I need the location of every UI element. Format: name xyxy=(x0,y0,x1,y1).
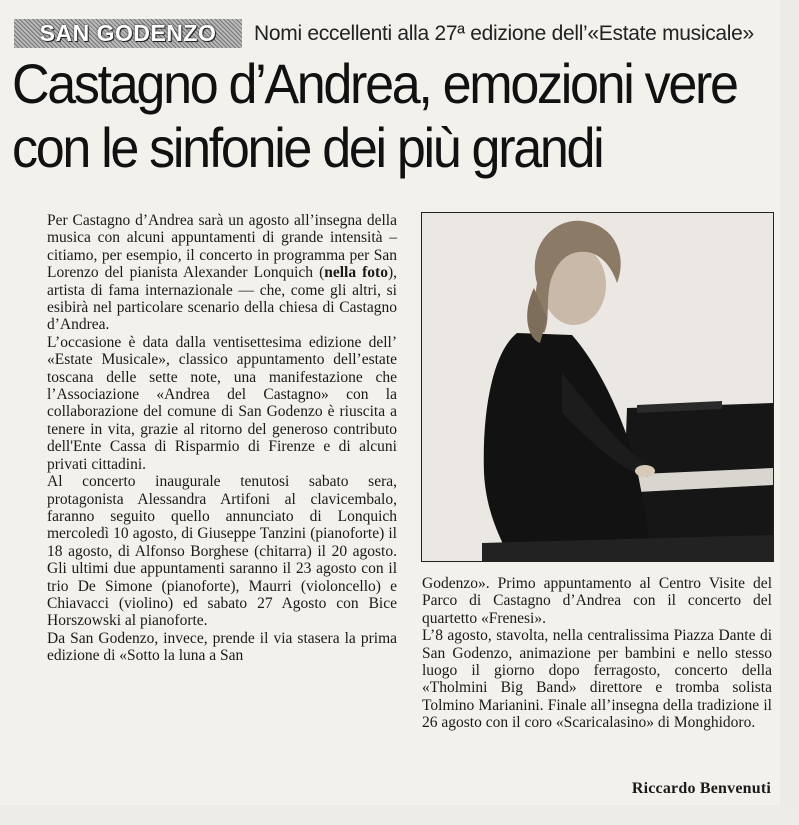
headline xyxy=(12,52,737,180)
headline-line-1: Castagno d’Andrea, emozioni vere xyxy=(12,52,737,115)
kicker-subtitle: Nomi eccellenti alla 27ª edizione dell’«Estate musicale» xyxy=(254,22,754,45)
paragraph-6: L’8 agosto, stavolta, nella centralissima Piazza Dante di San Godenzo, animazione per bambini e nello stesso luogo il giorno dopo ferragosto, concerto della «Tholmini Big Band» direttore e tromba solista Tolmino Marianini. Finale all’insegna della tradizione il 26 agosto con il coro «Scaricalasino» di Monghidoro. xyxy=(422,627,772,732)
kicker-row xyxy=(14,19,794,49)
headline-line-2: con le sinfonie dei più grandi xyxy=(12,116,603,179)
photo-reference: nella foto xyxy=(324,264,388,282)
pianist-photo xyxy=(421,212,774,562)
paragraph-5: Godenzo». Primo appuntamento al Centro Visite del Parco di Castagno d’Andrea con il concerto del quartetto «Frenesi». xyxy=(422,575,772,627)
adjacent-article-edge xyxy=(780,0,799,825)
pianist-photo-illustration xyxy=(422,213,773,561)
paragraph-1 xyxy=(47,212,397,334)
article-column-1 xyxy=(47,212,397,665)
paragraph-4: Da San Godenzo, invece, prende il via stasera la prima edizione di «Sotto la luna a San xyxy=(47,629,397,665)
author-byline: Riccardo Benvenuti xyxy=(631,780,771,797)
section-tag: SAN GODENZO xyxy=(14,19,242,48)
article-column-2 xyxy=(422,575,772,732)
adjacent-article-bottom-edge xyxy=(0,805,799,825)
paragraph-2: L’occasione è data dalla ventisettesima edizione dell’ «Estate Musicale», classico appuntamento dell’estate toscana delle sette note, una manifestazione che l’Associazione «Andrea del Castagno» con la collaborazione del comune di San Godenzo è riuscita a tenere in vita, grazie al ritorno del generoso contributo dell'Ente Cassa di Risparmio di Firenze e di alcuni privati cittadini. xyxy=(47,333,397,473)
paragraph-1-text-b: ), artista di fama internazionale — che, come gli altri, si esibirà nel particolare scenario della chiesa di Castagno d’Andrea. xyxy=(47,264,398,334)
paragraph-1-text-a: Per Castagno d’Andrea sarà un agosto all’insegna della musica con alcuni appuntamenti di grande intensità – citiamo, per esempio, il concerto in programma per San Lorenzo del pianista Alexander Lonquich ( xyxy=(47,212,397,282)
paragraph-3: Al concerto inaugurale tenutosi sabato sera, protagonista Alessandra Artifoni al clavicembalo, faranno seguito quello annunciato di Lonquich mercoledì 10 agosto, di Giuseppe Tanzini (pianoforte) il 18 agosto, di Alfonso Borghese (chitarra) il 20 agosto. Gli ultimi due appuntamenti saranno il 23 agosto con il trio De Simone (pianoforte), Maurri (violoncello) e Chiavacci (violino) ed sabato 27 Agosto con Bice Horszowski al pianoforte. xyxy=(47,473,397,630)
